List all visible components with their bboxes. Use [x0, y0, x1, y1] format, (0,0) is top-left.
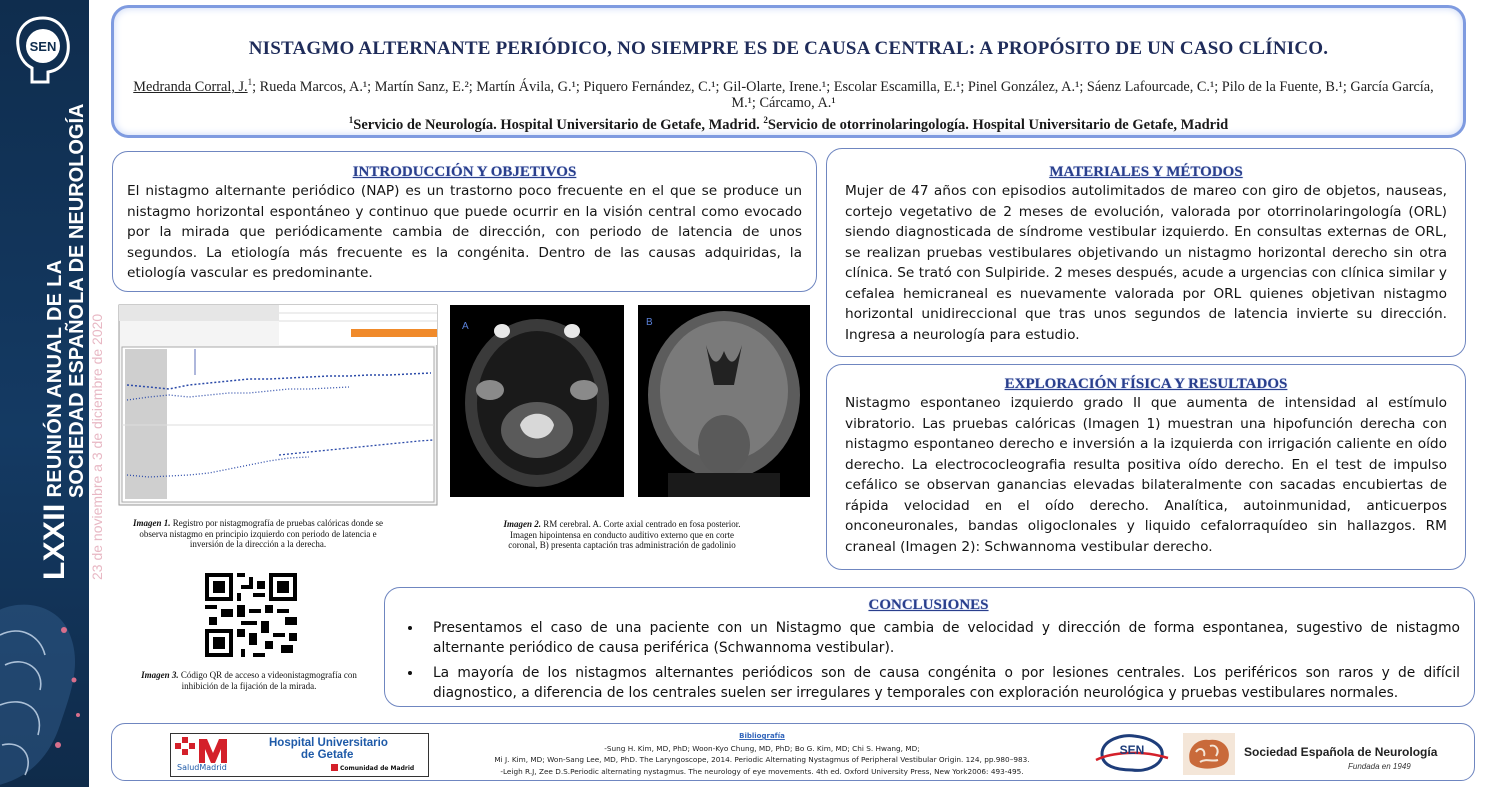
meeting-roman: LXXII — [38, 503, 71, 580]
sen-full-logo — [1182, 732, 1452, 776]
meeting-dates: 23 de noviembre a 3 de diciembre de 2020 — [89, 313, 105, 580]
bibliography-footer — [111, 723, 1475, 781]
sen-badge-label: SEN — [29, 39, 57, 54]
figure-1-caption — [122, 518, 394, 550]
figure-3-label: Imagen 3. — [141, 670, 179, 680]
intro-title: INTRODUCCIÓN Y OBJETIVOS — [352, 164, 577, 180]
title-block — [111, 5, 1466, 138]
other-authors: ; Rueda Marcos, A.¹; Martín Sanz, E.²; Martín Ávila, G.¹; Piquero Fernández, C.¹; Gil-Olarte, Irene.¹; Escolar Escamilla, E.¹; Pinel González, A.¹; Sáenz Lafourcade, C.¹; Pilo de la Fuente, B.¹; García García, M.¹; Cárcamo, A.¹ — [252, 78, 1434, 111]
conclusions-list — [397, 618, 1460, 703]
hospital-name-line2: de Getafe — [301, 749, 354, 761]
brain-logo-icon — [1182, 732, 1236, 776]
figure-1-text: Registro por nistagmografía de pruebas calóricas donde se observa nistagmo en principio izquierdo con periodo de latencia e inversión de la dirección a la derecha. — [139, 518, 383, 549]
figure-2-text: RM cerebral. A. Corte axial centrado en fosa posterior. Imagen hipointensa en conducto auditivo externo que en corte coronal, B) presenta captación tras administración de gadolinio — [508, 519, 741, 550]
hospital-name-line1: Hospital Universitario — [269, 737, 388, 749]
intro-text: El nistagmo alternante periódico (NAP) es un trastorno poco frecuente en el que se produce un nistagmo horizontal espontáneo y continuo que puede ocurrir en la visión central como evocado por la mirada que periódicamente cambia de dirección, con periodo de latencia de unos segundos. La etiología más frecuente es la congénita. Dentro de las causas adquiridas, la etiología vascular es predominante. — [127, 183, 802, 281]
exploration-title: EXPLORACIÓN FÍSICA Y RESULTADOS — [1004, 376, 1288, 392]
intro-section — [112, 151, 817, 292]
exploration-text: Nistagmo espontaneo izquierdo grado II que aumenta de intensidad al estímulo vibratorio. Las pruebas calóricas (Imagen 1) muestran una hipofunción derecha con nistagmo espontaneo derecho e inversión a la izquierda con irrigación caliente en oído derecho. La electrococleografia resulta positiva oído derecho. En el test de impulso cefálico se observan ganancias elevadas bilateralmente con sacadas encubiertas de rápida velocidad en el oído derecho. Analítica, autoinmunidad, anticuerpos onconeuronales, bandas oligoclonales y liquido cefalorraquídeo sin hallazgos. RM craneal (Imagen 2): Schwannoma vestibular derecho. — [845, 395, 1447, 555]
meeting-line2: SOCIEDAD ESPAÑOLA DE NEUROLOGÍA — [66, 103, 88, 498]
bibliography-title: Bibliografía — [739, 732, 785, 740]
bibliography-line: -Leigh R.J, Zee D.S.Periodic alternating nystagmus. The neurology of eye movements. 4th ed. Oxford University Press, New York2006: 493-495. — [500, 766, 1024, 776]
meeting-title — [38, 103, 106, 580]
figure-2-caption — [500, 519, 744, 551]
nystagmography-figure — [119, 305, 437, 505]
poster-title: NISTAGMO ALTERNANTE PERIÓDICO, NO SIEMPRE ES DE CAUSA CENTRAL: A PROPÓSITO DE UN CASO CLÍNICO. — [248, 38, 1329, 59]
sen-full-name: Sociedad Española de Neurología — [1244, 745, 1438, 759]
figure-3-text: Código QR de acceso a videonistagmografía con inhibición de la fijación de la mirada. — [180, 670, 357, 691]
author-list: Medranda Corral, J.$^1$; Rueda Marcos, A.¹; Martín Sanz, E.²; Martín Ávila, G.¹; Piquero Fernández, C.¹; Gil-Olarte, Irene.¹; Escolar Escamilla, E.¹; Pinel González, A.¹; Sáenz Lafourcade, C.¹; Pilo de la Fuente, B.¹; García García, M.¹; Cárcamo, A.¹ — [133, 77, 1434, 111]
hospital-logo — [170, 733, 429, 777]
conclusion-item: • La mayoría de los nistagmos alternantes periódicos son de causa congénita o por lesiones centrales. Los periféricos son raros y de difícil diagnostico, a diferencia de los centrales suelen ser irregulares y temporales con exploración neurológica y pruebas vestibulares normales. — [423, 663, 1460, 703]
affiliations: $^1$Servicio de Neurología. Hospital Universitario de Getafe, Madrid. $^2$Servicio de otorrinolaringología. Hospital Universitario de Getafe, Madrid — [348, 114, 1229, 133]
sidebar — [0, 0, 105, 787]
brain-decoration-icon — [0, 595, 89, 787]
materials-text: Mujer de 47 años con episodios autolimitados de mareo con giro de objetos, nauseas, cortejo vegetativo de 2 meses de evolución, valorada por otorrinolaringología (ORL) siendo diagnosticada de síndrome vestibular izquierdo. En consultas externas de ORL, se realizan pruebas vestibulares objetivando un nistagmo horizontal derecho sin otra clínica. Se trató con Sulpiride. 2 meses después, acude a urgencias con clínica similar y cefalea hemicraneal es nuevamente valorada por ORL quienes objetivan nistagmo horizontal unidireccional que tras unos segundos de latencia invierte su dirección. Ingresa a neurología para estudio. — [845, 183, 1447, 343]
materials-title: MATERIALES Y MÉTODOS — [1049, 164, 1243, 180]
figure-2-label: Imagen 2. — [503, 519, 542, 529]
mri-label-a: A — [462, 321, 469, 332]
bibliography-list — [442, 731, 1082, 777]
conclusion-item: • Presentamos el caso de una paciente con un Nistagmo que cambia de velocidad y dirección de forma espontanea, sugestivo de nistagmo alternante periódico de causa periférica (Schwannoma vestibular). — [423, 618, 1460, 658]
comunidad-text: Comunidad de Madrid — [340, 765, 415, 772]
bibliography-line: -Sung H. Kim, MD, PhD; Woon-Kyo Chung, MD, PhD; Bo G. Kim, MD; Chi S. Hwang, MD; — [604, 743, 920, 753]
bibliography-line: Mi J. Kim, MD; Won-Sang Lee, MD, PhD. The Laryngoscope, 2014. Periodic Alternating Nystagmus of Peripheral Vestibular Origin. 124, pp.980–983. — [494, 755, 1030, 764]
sen-brain-logo-icon — [10, 12, 76, 92]
first-author: Medranda Corral, J. — [133, 78, 248, 95]
figure-1-label: Imagen 1. — [133, 518, 171, 528]
mri-axial-figure — [450, 305, 624, 497]
exploration-section — [826, 364, 1466, 570]
sen-small-logo-icon — [1092, 732, 1172, 774]
salud-madrid-label: SaludMadrid — [177, 763, 227, 772]
meeting-line1: REUNIÓN ANUAL DE LA — [44, 259, 66, 498]
figure-3-caption — [130, 670, 368, 691]
qr-code-icon[interactable] — [205, 572, 297, 658]
sen-small-label: SEN — [1119, 743, 1145, 757]
affiliation-2: Servicio de otorrinolaringología. Hospital Universitario de Getafe, Madrid — [767, 116, 1229, 133]
materials-section — [826, 148, 1466, 357]
mri-label-b: B — [646, 317, 653, 328]
affiliation-1: Servicio de Neurología. Hospital Universitario de Getafe, Madrid. — [353, 116, 760, 133]
sen-founded: Fundada en 1949 — [1348, 762, 1411, 771]
conclusions-section — [384, 587, 1475, 707]
comunidad-label — [331, 764, 414, 772]
conclusions-title: CONCLUSIONES — [868, 597, 989, 613]
mri-coronal-figure — [638, 305, 810, 497]
